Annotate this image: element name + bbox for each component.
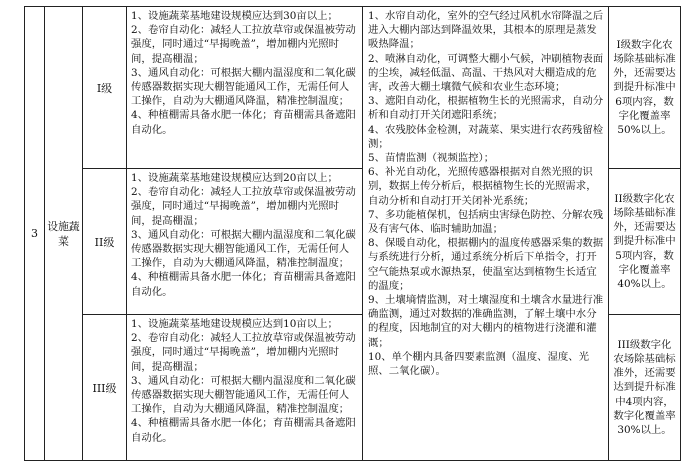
tech-item: 6、补光自动化，光照传感器根据对自然光照的识别，数据上传分析后，根据植物生长的光照需求，自动分析和自动打开关闭补光系统；: [368, 166, 597, 207]
tech-item: 3、遮阳自动化，根据植物生长的光照需求，自动分析和自动打开关闭遮阳系统；: [368, 95, 604, 122]
tech-item: 8、保暖自动化，根据棚内的温度传感器采集的数据与系统进行分析，通过系统分析后下单指令，打开空气能热泵或水源热泵，使温室达到植物生长适宜的温度；: [368, 237, 604, 292]
level-name: III级: [83, 315, 127, 461]
level-requirements: 1、设施蔬菜基地建设规模应达到10亩以上； 2、卷帘自动化：减轻人工拉放草帘或保温被劳动强度，同时通过“早揭晚盖”，增加棚内光照时间，提高棚温； 3、通风自动化：可根据大棚内温湿度和二氧化碳传感器数据实现大棚智能通风工作，无需任何人工操作，自动为大棚通风降温，精准控制温度； 4、种植棚需具备水肥一体化；育苗棚需具备遮阳自动化。: [127, 315, 363, 461]
tech-item: 9、土壤墒情监测，对土壤湿度和土壤含水量进行准确监测，通过对数据的准确监测，了解土壤中水分的程度，因地制宜的对大棚内的植物进行浇灌和灌溉；: [368, 294, 604, 349]
tech-item: 4、农残胶体金检测，对蔬菜、果实进行农药残留检测；: [368, 123, 604, 150]
tech-items: [363, 7, 609, 461]
level-name: II级: [83, 169, 127, 315]
level-name: I级: [83, 7, 127, 169]
tech-item: 2、喷淋自动化，可调整大棚小气候，冲刷植物表面的尘埃，减轻低温、高温、干热风对大棚造成的危害，改善大棚土壤微气候和农业生态环境；: [368, 52, 604, 94]
standards-table: [24, 6, 681, 461]
tech-item: 5、苗情监测（视频监控）；: [368, 152, 495, 165]
tech-item: 1、水帘自动化，室外的空气经过风机水帘降温之后进入大棚内部达到降温效果，其根本的原理是蒸发吸热降温；: [368, 10, 604, 51]
level-requirements: 1、设施蔬菜基地建设规模应达到20亩以上； 2、卷帘自动化：减轻人工拉放草帘或保温被劳动强度，同时通过“早揭晚盖”，增加棚内光照时间，提高棚温； 3、通风自动化：可根据大棚内温湿度和二氧化碳传感器数据实现大棚智能通风工作，无需任何人工操作，自动为大棚通风降温，精准控制温度； 4、种植棚需具备水肥一体化；育苗棚需具备遮阳自动化。: [127, 169, 363, 315]
level-criteria: III级数字化农场除基础标准外，还需要达到提升标准中4项内容，数字化覆盖率30%以上。: [609, 315, 681, 461]
category-name: 设施蔬菜: [45, 7, 83, 461]
level-criteria: II级数字化农场除基础标准外，还需要达到提升标准中5项内容，数字化覆盖率40%以上。: [609, 169, 681, 315]
row-number: 3: [25, 7, 45, 461]
tech-item: 10、单个棚内具备四要素监测（温度、湿度、光照、二氧化碳）。: [368, 350, 590, 378]
level-requirements: 1、设施蔬菜基地建设规模应达到30亩以上； 2、卷帘自动化：减轻人工拉放草帘或保温被劳动强度，同时通过“早揭晚盖”，增加棚内光照时间，提高棚温； 3、通风自动化：可根据大棚内温湿度和二氧化碳传感器数据实现大棚智能通风工作，无需任何人工操作，自动为大棚通风降温，精准控制温度； 4、种植棚需具备水肥一体化；育苗棚需具备遮阳自动化。: [127, 7, 363, 169]
level-criteria: I级数字化农场除基础标准外，还需要达到提升标准中6项内容，数字化覆盖率50%以上。: [609, 7, 681, 169]
tech-item: 7、多功能植保机，包括病虫害绿色防控、分解农残及有害气体、临时辅助加温；: [368, 208, 604, 236]
table-row: [25, 7, 681, 169]
